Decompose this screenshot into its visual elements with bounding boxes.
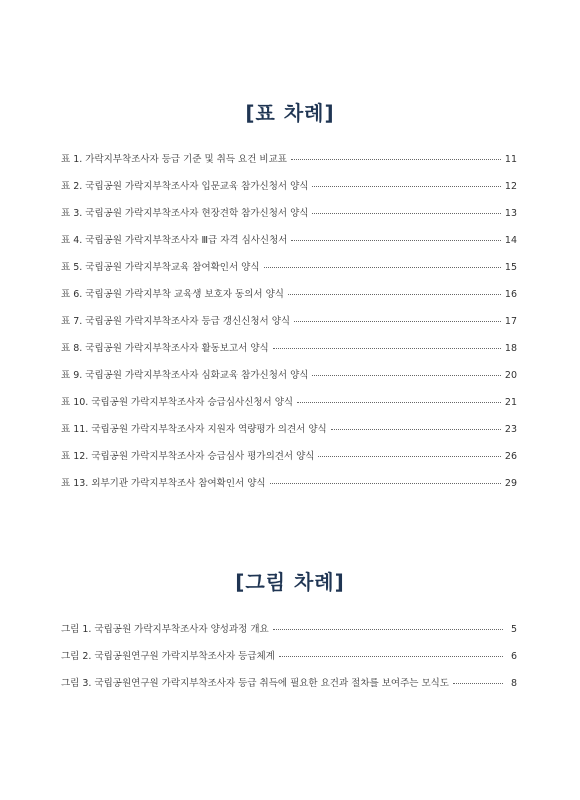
toc-entry-figure-3[interactable] — [61, 675, 517, 702]
toc-entry-page: 11 — [504, 154, 517, 165]
toc-entry-label: 표 3. 국립공원 가락지부착조사자 현장견학 참가신청서 양식 — [61, 208, 309, 219]
toc-entry-page: 23 — [504, 424, 517, 435]
table-of-tables — [61, 151, 517, 502]
toc-entry-label: 표 9. 국립공원 가락지부착조사자 심화교육 참가신청서 양식 — [61, 370, 309, 381]
toc-entry-page: 8 — [510, 678, 517, 689]
toc-entry-page: 15 — [504, 262, 517, 273]
toc-entry-table-1[interactable] — [61, 151, 517, 178]
table-list-title: [표 차례] — [245, 101, 335, 125]
toc-entry-page: 21 — [504, 397, 517, 408]
toc-entry-page: 12 — [504, 181, 517, 192]
dot-leader — [264, 267, 501, 268]
toc-entry-label: 표 6. 국립공원 가락지부착 교육생 보호자 동의서 양식 — [61, 289, 284, 300]
toc-entry-table-8[interactable] — [61, 340, 517, 367]
toc-entry-table-12[interactable] — [61, 448, 517, 475]
dot-leader — [273, 629, 503, 630]
toc-entry-label: 그림 1. 국립공원 가락지부착조사자 양성과정 개요 — [61, 624, 269, 635]
toc-entry-figure-2[interactable] — [61, 648, 517, 675]
toc-entry-label: 표 12. 국립공원 가락지부착조사자 승급심사 평가의견서 양식 — [61, 451, 315, 462]
toc-entry-page: 5 — [510, 624, 517, 635]
toc-entry-page: 20 — [504, 370, 517, 381]
toc-entry-label: 표 2. 국립공원 가락지부착조사자 입문교육 참가신청서 양식 — [61, 181, 309, 192]
toc-entry-page: 29 — [504, 478, 517, 489]
dot-leader — [273, 348, 501, 349]
toc-entry-page: 16 — [504, 289, 517, 300]
dot-leader — [297, 402, 501, 403]
toc-entry-table-11[interactable] — [61, 421, 517, 448]
toc-entry-page: 13 — [504, 208, 517, 219]
toc-entry-label: 표 1. 가락지부착조사자 등급 기준 및 취득 요건 비교표 — [61, 154, 287, 165]
toc-entry-figure-1[interactable] — [61, 621, 517, 648]
dot-leader — [312, 375, 500, 376]
dot-leader — [453, 683, 503, 684]
toc-entry-label: 표 8. 국립공원 가락지부착조사자 활동보고서 양식 — [61, 343, 269, 354]
toc-entry-page: 26 — [504, 451, 517, 462]
toc-entry-label: 표 13. 외부기관 가락지부착조사 참여확인서 양식 — [61, 478, 266, 489]
dot-leader — [312, 213, 500, 214]
dot-leader — [331, 429, 501, 430]
dot-leader — [279, 656, 503, 657]
toc-entry-label: 그림 2. 국립공원연구원 가락지부착조사자 등급체계 — [61, 651, 275, 662]
toc-entry-page: 6 — [510, 651, 517, 662]
toc-entry-table-7[interactable] — [61, 313, 517, 340]
toc-entry-page: 14 — [504, 235, 517, 246]
dot-leader — [288, 294, 501, 295]
toc-entry-label: 표 4. 국립공원 가락지부착조사자 Ⅲ급 자격 심사신청서 — [61, 235, 288, 246]
toc-entry-page: 18 — [504, 343, 517, 354]
toc-entry-table-5[interactable] — [61, 259, 517, 286]
toc-entry-table-13[interactable] — [61, 475, 517, 502]
toc-entry-table-4[interactable] — [61, 232, 517, 259]
toc-entry-label: 표 5. 국립공원 가락지부착교육 참여확인서 양식 — [61, 262, 260, 273]
dot-leader — [291, 159, 501, 160]
toc-entry-label: 표 10. 국립공원 가락지부착조사자 승급심사신청서 양식 — [61, 397, 294, 408]
dot-leader — [270, 483, 501, 484]
toc-entry-table-9[interactable] — [61, 367, 517, 394]
toc-entry-label: 표 11. 국립공원 가락지부착조사자 지원자 역량평가 의견서 양식 — [61, 424, 327, 435]
dot-leader — [291, 240, 500, 241]
toc-entry-label: 표 7. 국립공원 가락지부착조사자 등급 갱신신청서 양식 — [61, 316, 291, 327]
toc-entry-table-2[interactable] — [61, 178, 517, 205]
toc-entry-table-3[interactable] — [61, 205, 517, 232]
figure-list-title: [그림 차례] — [235, 570, 345, 594]
toc-entry-table-6[interactable] — [61, 286, 517, 313]
dot-leader — [318, 456, 500, 457]
toc-entry-page: 17 — [504, 316, 517, 327]
table-of-figures — [61, 621, 517, 702]
toc-entry-label: 그림 3. 국립공원연구원 가락지부착조사자 등급 취득에 필요한 요건과 절차를 보여주는 모식도 — [61, 678, 449, 689]
dot-leader — [312, 186, 500, 187]
dot-leader — [294, 321, 501, 322]
toc-entry-table-10[interactable] — [61, 394, 517, 421]
